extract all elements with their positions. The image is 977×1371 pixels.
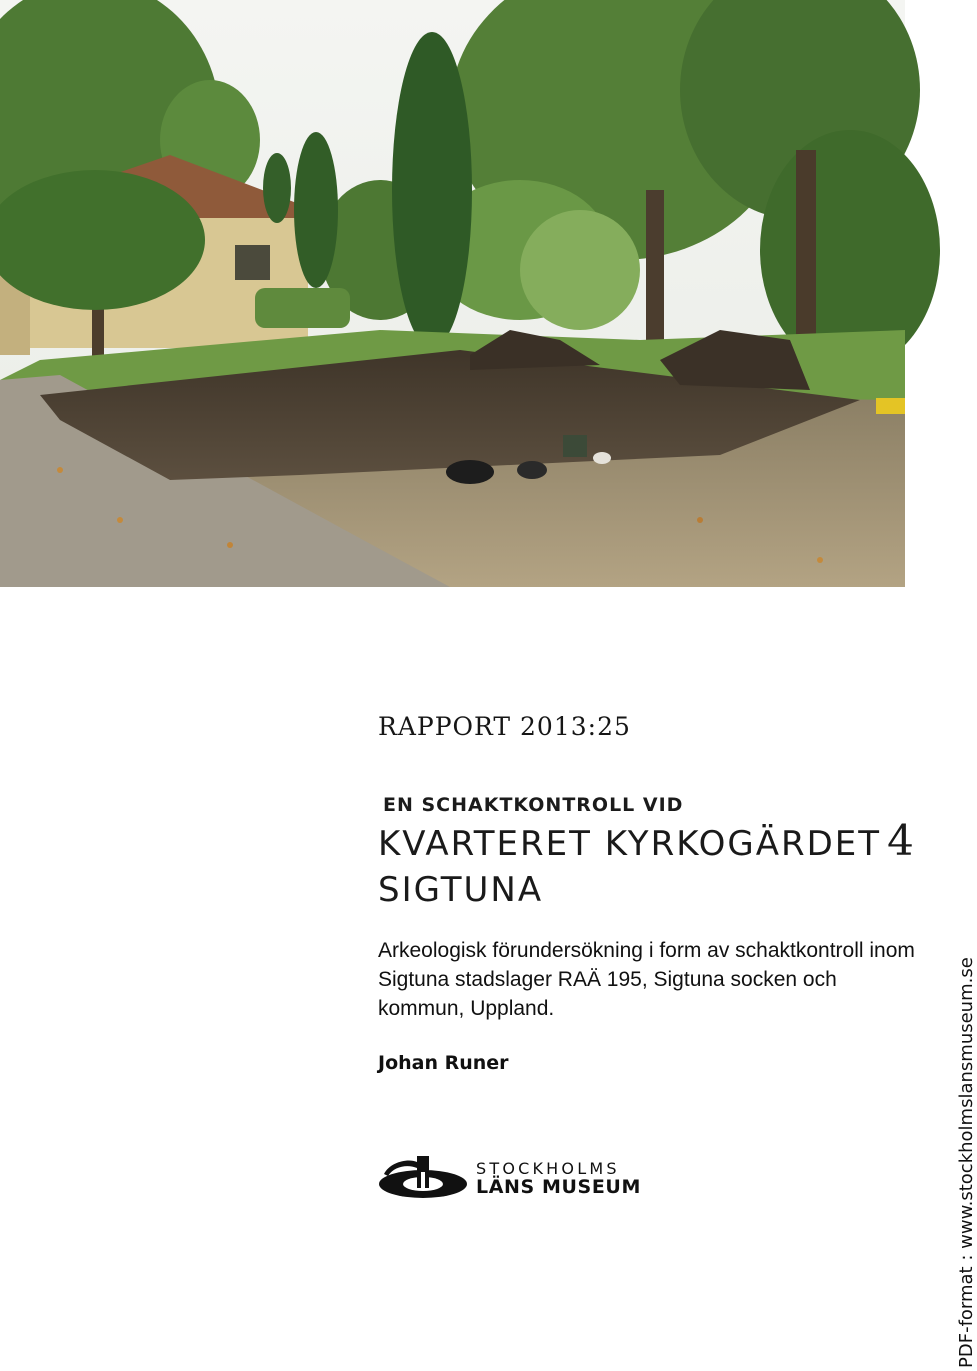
museum-emblem-icon — [378, 1154, 468, 1202]
cover-photo — [0, 0, 905, 587]
logo-line-2: LÄNS MUSEUM — [476, 1176, 641, 1198]
report-description: Arkeologisk förundersökning i form av schaktkontroll inom Sigtuna stadslager RAÄ 195, Sigtuna socken och kommun, Uppland. — [378, 939, 915, 1020]
report-number-heading — [378, 712, 631, 741]
title-line-1: KVARTERET KYRKOGÄRDET — [378, 824, 882, 864]
report-keyword: RAPPORT — [378, 712, 512, 741]
title-line-2: SIGTUNA — [378, 870, 544, 910]
logo-line-1: STOCKHOLMS — [476, 1159, 620, 1178]
report-subtitle: EN SCHAKTKONTROLL VID — [383, 794, 684, 816]
title-number: 4 — [887, 816, 914, 865]
author-name: Johan Runer — [378, 1052, 509, 1074]
report-title — [378, 818, 938, 913]
report-number: 2013:25 — [520, 712, 631, 741]
pdf-format-url: PDF-format : www.stockholmslansmuseum.se — [956, 957, 977, 1368]
